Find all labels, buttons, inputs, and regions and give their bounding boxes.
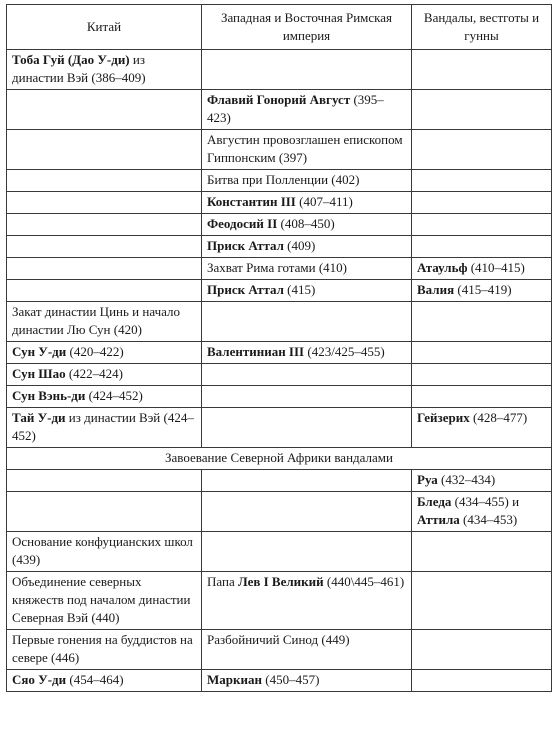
cell-text: (407–411) xyxy=(295,194,353,209)
ruler-name: Приск Аттал xyxy=(207,238,284,253)
table-row xyxy=(7,492,552,532)
roman-cell xyxy=(202,280,412,302)
barbarian-cell xyxy=(412,170,552,192)
roman-cell xyxy=(202,236,412,258)
cell-text: Закат династии Цинь и начало династии Лю Сун (420) xyxy=(12,304,180,337)
ruler-name: Сун Вэнь-ди xyxy=(12,388,86,403)
table-row xyxy=(7,302,552,342)
table-row xyxy=(7,236,552,258)
ruler-name: Валия xyxy=(417,282,455,297)
ruler-name: Тоба Гуй (Дао У-ди) xyxy=(12,52,130,67)
cell-text: Битва при Полленции (402) xyxy=(207,172,360,187)
barbarian-cell xyxy=(412,670,552,692)
table-row xyxy=(7,386,552,408)
table-row xyxy=(7,448,552,470)
barbarian-cell xyxy=(412,532,552,572)
cell-text: (454–464) xyxy=(66,672,124,687)
china-cell xyxy=(7,258,202,280)
roman-cell xyxy=(202,258,412,280)
cell-text: (440\445–461) xyxy=(323,574,405,589)
roman-cell xyxy=(202,50,412,90)
chronology-table-body xyxy=(7,5,552,692)
barbarian-cell xyxy=(412,386,552,408)
barbarian-cell xyxy=(412,364,552,386)
table-row xyxy=(7,170,552,192)
table-row xyxy=(7,192,552,214)
cell-text: Разбойничий Синод (449) xyxy=(207,632,350,647)
cell-text: (424–452) xyxy=(85,388,143,403)
china-cell xyxy=(7,280,202,302)
header-roman-empire: Западная и Восточная Римская империя xyxy=(202,5,412,50)
table-row xyxy=(7,214,552,236)
header-row xyxy=(7,5,552,50)
table-row xyxy=(7,130,552,170)
barbarian-cell xyxy=(412,214,552,236)
table-row xyxy=(7,470,552,492)
roman-cell xyxy=(202,408,412,448)
table-row xyxy=(7,364,552,386)
header-china: Китай xyxy=(7,5,202,50)
barbarian-cell xyxy=(412,302,552,342)
cell-text: (395–423) xyxy=(207,92,384,125)
roman-cell xyxy=(202,170,412,192)
china-cell xyxy=(7,670,202,692)
cell-text: (415) xyxy=(283,282,316,297)
roman-cell xyxy=(202,630,412,670)
china-cell xyxy=(7,302,202,342)
ruler-name: Лев I Великий xyxy=(237,574,324,589)
roman-cell xyxy=(202,492,412,532)
barbarian-cell xyxy=(412,280,552,302)
china-cell xyxy=(7,630,202,670)
cell-text: (409) xyxy=(283,238,316,253)
table-row xyxy=(7,408,552,448)
cell-text: Захват Рима готами (410) xyxy=(207,260,347,275)
cell-text: (408–450) xyxy=(277,216,335,231)
barbarian-cell xyxy=(412,492,552,532)
cell-text: (423/425–455) xyxy=(304,344,385,359)
table-row xyxy=(7,258,552,280)
china-cell xyxy=(7,408,202,448)
event-text: Завоевание Северной Африки вандалами xyxy=(165,450,393,465)
cell-text: из династии Вэй (424–452) xyxy=(12,410,194,443)
barbarian-cell xyxy=(412,470,552,492)
barbarian-cell xyxy=(412,630,552,670)
cell-text: (420–422) xyxy=(66,344,124,359)
roman-cell xyxy=(202,470,412,492)
ruler-name: Тай У-ди xyxy=(12,410,66,425)
cell-text: (410–415) xyxy=(467,260,525,275)
ruler-name: Маркиан xyxy=(207,672,262,687)
cell-text: Августин провозглашен епископом Гиппонским (397) xyxy=(207,132,403,165)
ruler-name: Сяо У-ди xyxy=(12,672,67,687)
ruler-name: Валентиниан III xyxy=(207,344,305,359)
cell-text: (428–477) xyxy=(469,410,528,425)
ruler-name: Феодосий II xyxy=(207,216,278,231)
barbarian-cell xyxy=(412,90,552,130)
roman-cell xyxy=(202,214,412,236)
china-cell xyxy=(7,342,202,364)
china-cell xyxy=(7,532,202,572)
ruler-name: Флавий Гонорий Август xyxy=(207,92,351,107)
table-row xyxy=(7,280,552,302)
chronology-table xyxy=(6,4,552,692)
roman-cell xyxy=(202,670,412,692)
barbarian-cell xyxy=(412,572,552,630)
ruler-name: Константин III xyxy=(207,194,296,209)
cell-text: (434–453) xyxy=(459,512,518,527)
roman-cell xyxy=(202,532,412,572)
table-row xyxy=(7,670,552,692)
roman-cell xyxy=(202,342,412,364)
barbarian-cell xyxy=(412,192,552,214)
china-cell xyxy=(7,386,202,408)
cell-text: Объединение северных княжеств под началом династии Северная Вэй (440) xyxy=(12,574,191,625)
roman-cell xyxy=(202,302,412,342)
cell-text: Основание конфуцианских школ (439) xyxy=(12,534,193,567)
china-cell xyxy=(7,492,202,532)
cell-text: (434–455) и xyxy=(451,494,520,509)
ruler-name: Атаульф xyxy=(417,260,468,275)
table-row xyxy=(7,630,552,670)
ruler-name: Сун Шао xyxy=(12,366,66,381)
barbarian-cell xyxy=(412,130,552,170)
ruler-name: Руа xyxy=(417,472,438,487)
china-cell xyxy=(7,90,202,130)
ruler-name: Бледа xyxy=(417,494,452,509)
table-row xyxy=(7,532,552,572)
table-row xyxy=(7,342,552,364)
roman-cell xyxy=(202,130,412,170)
china-cell xyxy=(7,470,202,492)
header-barbarians: Вандалы, вестготы и гунны xyxy=(412,5,552,50)
barbarian-cell xyxy=(412,236,552,258)
ruler-name: Гейзерих xyxy=(417,410,470,425)
china-cell xyxy=(7,130,202,170)
barbarian-cell xyxy=(412,408,552,448)
roman-cell xyxy=(202,572,412,630)
cell-text: (450–457) xyxy=(261,672,320,687)
ruler-name: Сун У-ди xyxy=(12,344,67,359)
china-cell xyxy=(7,192,202,214)
china-cell xyxy=(7,236,202,258)
roman-cell xyxy=(202,364,412,386)
china-cell xyxy=(7,50,202,90)
spanning-event-cell xyxy=(7,448,552,470)
cell-text: (432–434) xyxy=(437,472,496,487)
cell-text: (422–424) xyxy=(65,366,124,381)
barbarian-cell xyxy=(412,342,552,364)
roman-cell xyxy=(202,386,412,408)
table-row xyxy=(7,572,552,630)
table-row xyxy=(7,50,552,90)
ruler-name: Аттила xyxy=(417,512,460,527)
cell-text: Папа xyxy=(207,574,238,589)
ruler-name: Приск Аттал xyxy=(207,282,284,297)
cell-text: (415–419) xyxy=(454,282,512,297)
roman-cell xyxy=(202,90,412,130)
china-cell xyxy=(7,214,202,236)
table-row xyxy=(7,90,552,130)
china-cell xyxy=(7,364,202,386)
cell-text: из династии Вэй (386–409) xyxy=(12,52,146,85)
cell-text: Первые гонения на буддистов на севере (446) xyxy=(12,632,193,665)
china-cell xyxy=(7,572,202,630)
barbarian-cell xyxy=(412,258,552,280)
roman-cell xyxy=(202,192,412,214)
barbarian-cell xyxy=(412,50,552,90)
china-cell xyxy=(7,170,202,192)
